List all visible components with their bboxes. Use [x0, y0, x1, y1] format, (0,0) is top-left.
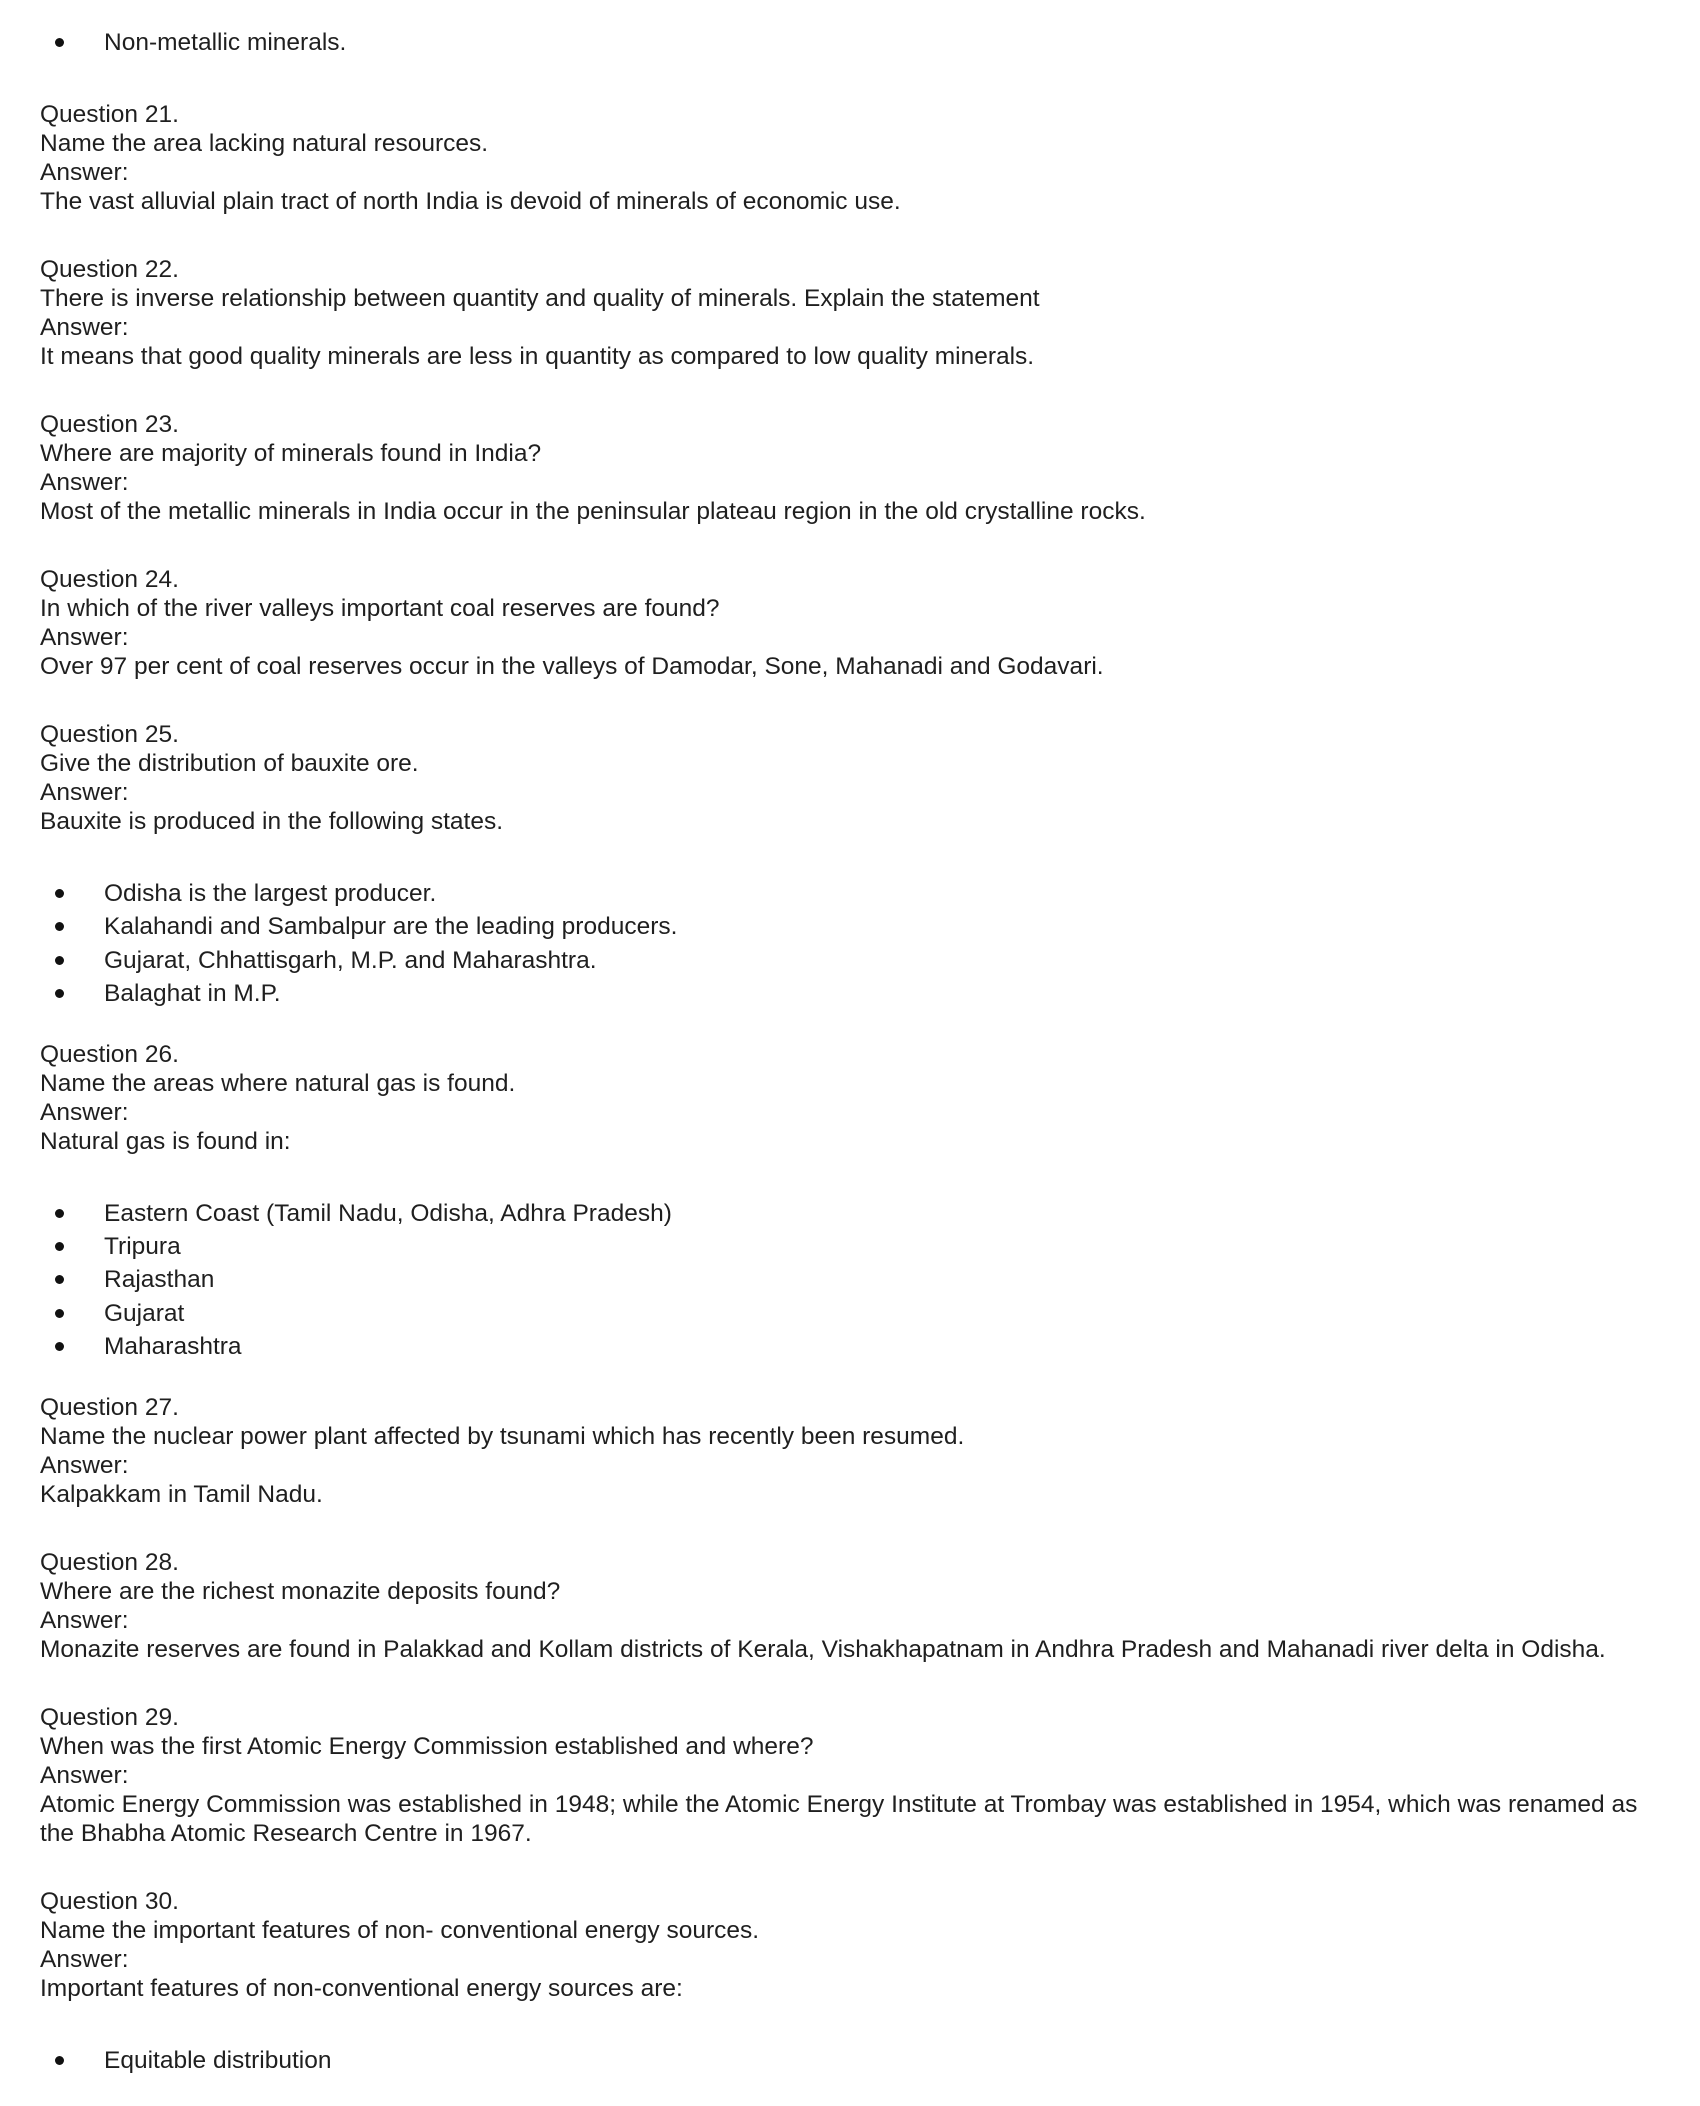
- answer-text: Kalpakkam in Tamil Nadu.: [40, 1480, 323, 1508]
- question-title: Question 23.: [40, 411, 179, 439]
- question-block-22: [40, 255, 1660, 371]
- answer-text: It means that good quality minerals are less in quantity as compared to low quality minerals.: [40, 343, 1035, 371]
- bullet-dot-icon: [55, 1309, 64, 1318]
- bullet-text: Tripura: [104, 1233, 181, 1261]
- question-block-25: [40, 720, 1660, 1012]
- bullet-dot-icon: [55, 922, 64, 931]
- bullet-text: Maharashtra: [104, 1332, 242, 1360]
- bullet-item: [40, 1332, 1660, 1365]
- bullet-item: [40, 2046, 1660, 2079]
- bullet-text: Gujarat, Chhattisgarh, M.P. and Maharashtra.: [104, 946, 597, 974]
- bullet-text: Gujarat: [104, 1299, 185, 1327]
- question-title: Question 21.: [40, 101, 179, 129]
- answer-label: Answer:: [40, 1451, 129, 1479]
- answer-bullet-list: [40, 1199, 1660, 1365]
- question-text: When was the first Atomic Energy Commission established and where?: [40, 1732, 814, 1760]
- answer-label: Answer:: [40, 1606, 129, 1634]
- bullet-text: Rajasthan: [104, 1266, 215, 1294]
- question-text: Where are the richest monazite deposits found?: [40, 1577, 561, 1605]
- answer-text: The vast alluvial plain tract of north India is devoid of minerals of economic use.: [40, 188, 901, 216]
- question-text: In which of the river valleys important coal reserves are found?: [40, 595, 720, 623]
- intro-bullet-list: [40, 28, 1660, 61]
- bullet-item: [40, 1299, 1660, 1332]
- answer-label: Answer:: [40, 314, 129, 342]
- answer-label: Answer:: [40, 779, 129, 807]
- question-block-21: [40, 100, 1660, 216]
- question-block-24: [40, 565, 1660, 681]
- question-text: Where are majority of minerals found in India?: [40, 440, 542, 468]
- bullet-item: [40, 28, 1660, 61]
- bullet-text: Odisha is the largest producer.: [104, 880, 437, 908]
- question-title: Question 25.: [40, 721, 179, 749]
- question-text: Give the distribution of bauxite ore.: [40, 750, 419, 778]
- answer-text: Natural gas is found in:: [40, 1127, 291, 1155]
- question-title: Question 24.: [40, 566, 179, 594]
- bullet-item: [40, 946, 1660, 979]
- bullet-text: Eastern Coast (Tamil Nadu, Odisha, Adhra Pradesh): [104, 1199, 672, 1227]
- answer-text: Most of the metallic minerals in India occur in the peninsular plateau region in the old crystalline rocks.: [40, 498, 1146, 526]
- question-title: Question 26.: [40, 1040, 179, 1068]
- bullet-text: Non-metallic minerals.: [104, 29, 347, 56]
- question-block-30: [40, 1887, 1660, 2079]
- question-text: There is inverse relationship between quantity and quality of minerals. Explain the statement: [40, 285, 1040, 313]
- bullet-dot-icon: [55, 2056, 64, 2065]
- question-text: Name the nuclear power plant affected by tsunami which has recently been resumed.: [40, 1422, 965, 1450]
- bullet-dot-icon: [55, 956, 64, 965]
- bullet-dot-icon: [55, 1342, 64, 1351]
- bullet-item: [40, 1232, 1660, 1265]
- answer-label: Answer:: [40, 159, 129, 187]
- question-title: Question 30.: [40, 1887, 179, 1915]
- bullet-text: Equitable distribution: [104, 2046, 332, 2074]
- answer-label: Answer:: [40, 1761, 129, 1789]
- question-block-27: [40, 1393, 1660, 1509]
- bullet-item: [40, 1265, 1660, 1298]
- bullet-dot-icon: [55, 889, 64, 898]
- question-text: Name the areas where natural gas is found.: [40, 1069, 516, 1097]
- answer-text: Bauxite is produced in the following states.: [40, 808, 504, 836]
- answer-label: Answer:: [40, 624, 129, 652]
- question-block-29: [40, 1703, 1660, 1848]
- bullet-text: Kalahandi and Sambalpur are the leading producers.: [104, 913, 678, 941]
- bullet-item: [40, 879, 1660, 912]
- answer-text: Atomic Energy Commission was established in 1948; while the Atomic Energy Institute at Trombay was established in 1954, which was renamed as the Bhabha Atomic Research Centre in 1967.: [40, 1790, 1638, 1847]
- bullet-item: [40, 912, 1660, 945]
- answer-label: Answer:: [40, 469, 129, 497]
- answer-text: Over 97 per cent of coal reserves occur in the valleys of Damodar, Sone, Mahanadi and Godavari.: [40, 653, 1104, 681]
- question-block-28: [40, 1548, 1660, 1664]
- question-title: Question 29.: [40, 1703, 179, 1731]
- answer-text: Important features of non-conventional energy sources are:: [40, 1974, 683, 2002]
- question-block-23: [40, 410, 1660, 526]
- bullet-dot-icon: [55, 989, 64, 998]
- question-title: Question 28.: [40, 1548, 179, 1576]
- answer-bullet-list: [40, 2046, 1660, 2079]
- answer-bullet-list: [40, 879, 1660, 1012]
- bullet-dot-icon: [55, 38, 64, 47]
- bullet-dot-icon: [55, 1242, 64, 1251]
- bullet-item: [40, 1199, 1660, 1232]
- question-text: Name the important features of non- conventional energy sources.: [40, 1916, 760, 1944]
- question-text: Name the area lacking natural resources.: [40, 130, 489, 158]
- question-title: Question 22.: [40, 256, 179, 284]
- answer-text: Monazite reserves are found in Palakkad and Kollam districts of Kerala, Vishakhapatnam in Andhra Pradesh and Mahanadi river delta in Odisha.: [40, 1635, 1606, 1663]
- bullet-dot-icon: [55, 1209, 64, 1218]
- bullet-item: [40, 979, 1660, 1012]
- answer-label: Answer:: [40, 1098, 129, 1126]
- question-block-26: [40, 1040, 1660, 1365]
- question-title: Question 27.: [40, 1393, 179, 1421]
- bullet-text: Balaghat in M.P.: [104, 979, 281, 1007]
- answer-label: Answer:: [40, 1945, 129, 1973]
- bullet-dot-icon: [55, 1275, 64, 1284]
- document-page: [40, 28, 1660, 2079]
